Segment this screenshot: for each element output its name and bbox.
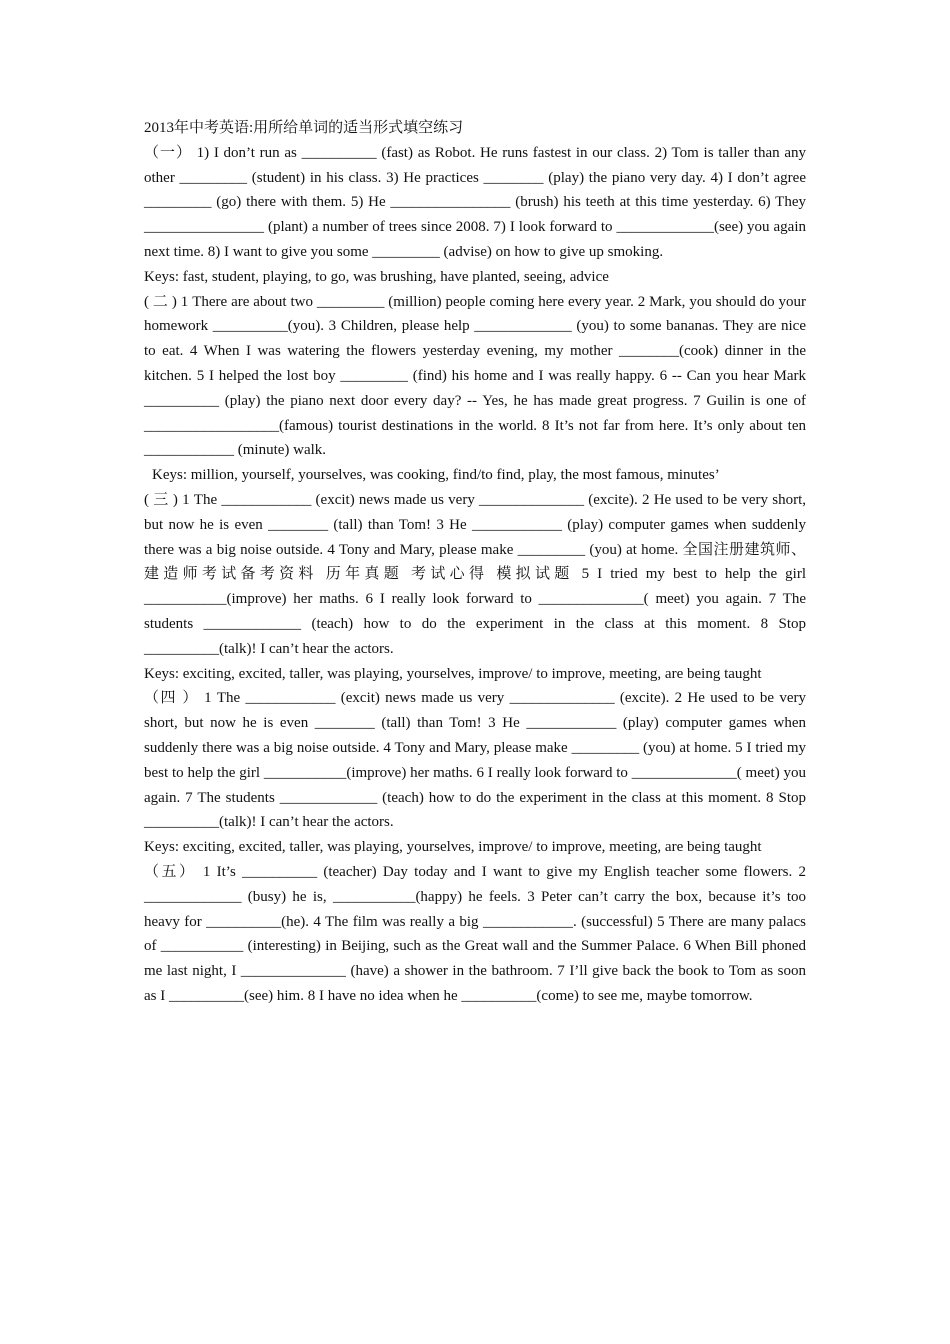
exercise-section-5: （五） 1 It’s __________ (teacher) Day today and I want to give my English teacher some flowers. 2 _____________ (busy) he is, ___________(happy) he feels. 3 Peter can’t carry the box, because it’s too heavy for __________(he). 4 The film was really a big ____________. (successful) 5 There are many palacs of ___________ (interesting) in Beijing, such as the Great wall and the Summer Palace. 6 When Bill phoned me last night, I ______________ (have) a shower in the bathroom. 7 I’ll give back the book to Tom as soon as I __________(see) him. 8 I have no idea when he __________(come) to see me, maybe tomorrow. (144, 863, 806, 1004)
answer-keys-2: Keys: million, yourself, yourselves, was cooking, find/to find, play, the most famous, minutes’ (152, 467, 720, 484)
answer-keys-4: Keys: exciting, excited, taller, was playing, yourselves, improve/ to improve, meeting, are being taught (144, 839, 762, 856)
document-title: 2013年中考英语:用所给单词的适当形式填空练习 (144, 120, 464, 136)
exercise-section-4: （四 ） 1 The ____________ (excit) news made us very ______________ (excite). 2 He used to be very short, but now he is even ________ (tall) than Tom! 3 He ____________ (play) computer games when suddenly there was a big noise outside. 4 Tony and Mary, please make _________ (you) at home. 5 I tried my best to help the girl ___________(improve) her maths. 6 I really look forward to ______________( meet) you again. 7 The students _____________ (teach) how to do the experiment in the class at this moment. 8 Stop __________(talk)! I can’t hear the actors. (144, 690, 806, 831)
exercise-section-3: ( 三 ) 1 The ____________ (excit) news made us very ______________ (excite). 2 He used to be very short, but now he is even ________ (tall) than Tom! 3 He ____________ (play) computer games when suddenly there was a big noise outside. 4 Tony and Mary, please make _________ (you) at home. 全国注册建筑师、建造师考试备考资料 历年真题 考试心得 模拟试题 5 I tried my best to help the girl ___________(improve) her maths. 6 I really look forward to ______________( meet) you again. 7 The students _____________ (teach) how to do the experiment in the class at this moment. 8 Stop __________(talk)! I can’t hear the actors. (144, 491, 806, 657)
document-page (144, 116, 806, 1009)
answer-keys-1: Keys: fast, student, playing, to go, was brushing, have planted, seeing, advice (144, 268, 609, 285)
answer-keys-3: Keys: exciting, excited, taller, was playing, yourselves, improve/ to improve, meeting, are being taught (144, 665, 762, 682)
exercise-section-1: （一） 1) I don’t run as __________ (fast) as Robot. He runs fastest in our class. 2) Tom is taller than any other _________ (student) in his class. 3) He practices ________ (play) the piano very day. 4) I don’t agree _________ (go) there with them. 5) He ________________ (brush) his teeth at this time yesterday. 6) They ________________ (plant) a number of trees since 2008. 7) I look forward to _____________(see) you again next time. 8) I want to give you some _________ (advise) on how to give up smoking. (144, 144, 806, 260)
exercise-section-2: ( 二 ) 1 There are about two _________ (million) people coming here every year. 2 Mark, you should do your homework __________(you). 3 Children, please help _____________ (you) to some bananas. They are nice to eat. 4 When I was watering the flowers yesterday evening, my mother ________(cook) dinner in the kitchen. 5 I helped the lost boy _________ (find) his home and I was really happy. 6 -- Can you hear Mark __________ (play) the piano next door every day? -- Yes, he has made great progress. 7 Guilin is one of __________________(famous) tourist destinations in the world. 8 It’s not far from here. It’s only about ten ____________ (minute) walk. (144, 293, 806, 459)
